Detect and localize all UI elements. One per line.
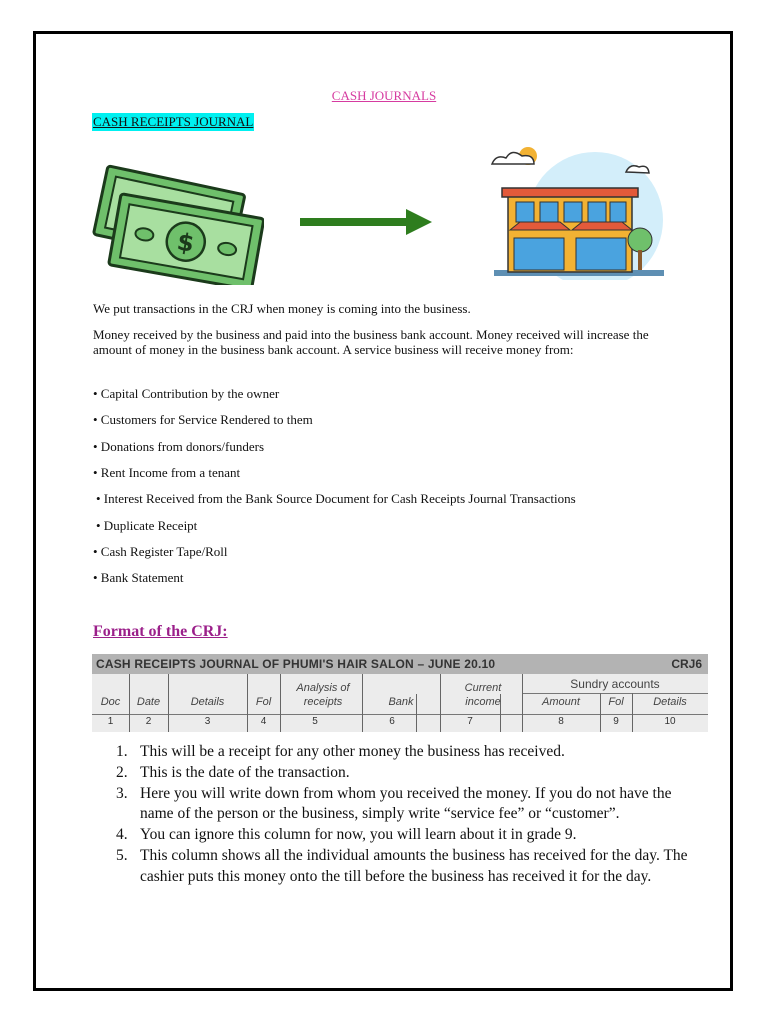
column-number: 1 xyxy=(107,716,114,727)
column-number: 10 xyxy=(664,716,676,727)
bullet-item: • Interest Received from the Bank Source Document for Cash Receipts Journal Transactions xyxy=(96,491,576,506)
list-item: 5. This column shows all the individual amounts the business has received for the day. The cashier puts this money onto the till before the business has received it for the day. xyxy=(116,846,688,885)
arrow-right-icon xyxy=(298,207,434,237)
column-header: Current income xyxy=(464,682,502,708)
description-paragraph: Money received by the business and paid into the business bank account. Money received will increase the amount of money in the business bank account. A service business will receive money from: xyxy=(93,327,649,357)
column-number: 3 xyxy=(204,716,211,727)
bullet-item: • Duplicate Receipt xyxy=(96,518,198,533)
list-item: 1. This will be a receipt for any other money the business has received. xyxy=(116,743,565,760)
column-header: Details xyxy=(653,696,687,708)
bullet-item: • Bank Statement xyxy=(93,570,184,585)
bullet-item: • Donations from donors/funders xyxy=(93,439,264,454)
bullet-item: • Capital Contribution by the owner xyxy=(93,386,280,401)
page-title: CASH JOURNALS xyxy=(331,88,437,103)
store-icon xyxy=(480,142,670,280)
bullet-item: • Customers for Service Rendered to them xyxy=(93,412,313,427)
explanation-list xyxy=(116,742,706,888)
column-header: Bank xyxy=(388,696,414,708)
money-icon xyxy=(92,160,264,285)
list-item: 2. This is the date of the transaction. xyxy=(116,763,350,781)
crj-table-header xyxy=(92,654,708,674)
column-header: Fol xyxy=(608,696,624,708)
column-number: 5 xyxy=(312,716,318,727)
column-number: 4 xyxy=(260,716,267,727)
sundry-accounts-header: Sundry accounts xyxy=(570,677,660,691)
column-header: Details xyxy=(190,696,225,708)
format-heading: Format of the CRJ: xyxy=(93,623,228,640)
crj-table-code: CRJ6 xyxy=(671,657,702,671)
list-item: 3. Here you will write down from whom you received the money. If you do not have the name of the person or the business, simply write “service fee” or “customer”. xyxy=(116,784,672,823)
column-number: 9 xyxy=(613,716,619,727)
column-header: Doc xyxy=(100,696,121,708)
crj-table xyxy=(92,654,708,732)
bullet-item: • Cash Register Tape/Roll xyxy=(93,544,228,559)
column-number: 8 xyxy=(558,716,564,727)
bullet-item: • Rent Income from a tenant xyxy=(93,465,241,480)
svg-text:$: $ xyxy=(174,227,197,258)
column-header: Date xyxy=(136,696,161,708)
column-header: Fol xyxy=(255,696,272,708)
column-header: Amount xyxy=(542,696,580,708)
crj-table-body xyxy=(92,674,708,732)
crj-table-title: CASH RECEIPTS JOURNAL OF PHUMI'S HAIR SALON – JUNE 20.10 xyxy=(96,657,496,671)
column-number: 6 xyxy=(389,716,395,727)
column-number: 7 xyxy=(467,716,473,727)
list-item: 4. You can ignore this column for now, you will learn about it in grade 9. xyxy=(116,826,577,844)
section-title: CASH RECEIPTS JOURNAL xyxy=(93,114,254,129)
column-header: Analysis of receipts xyxy=(296,682,350,708)
intro-paragraph: We put transactions in the CRJ when money is coming into the business. xyxy=(93,301,471,316)
column-number: 2 xyxy=(145,716,152,727)
